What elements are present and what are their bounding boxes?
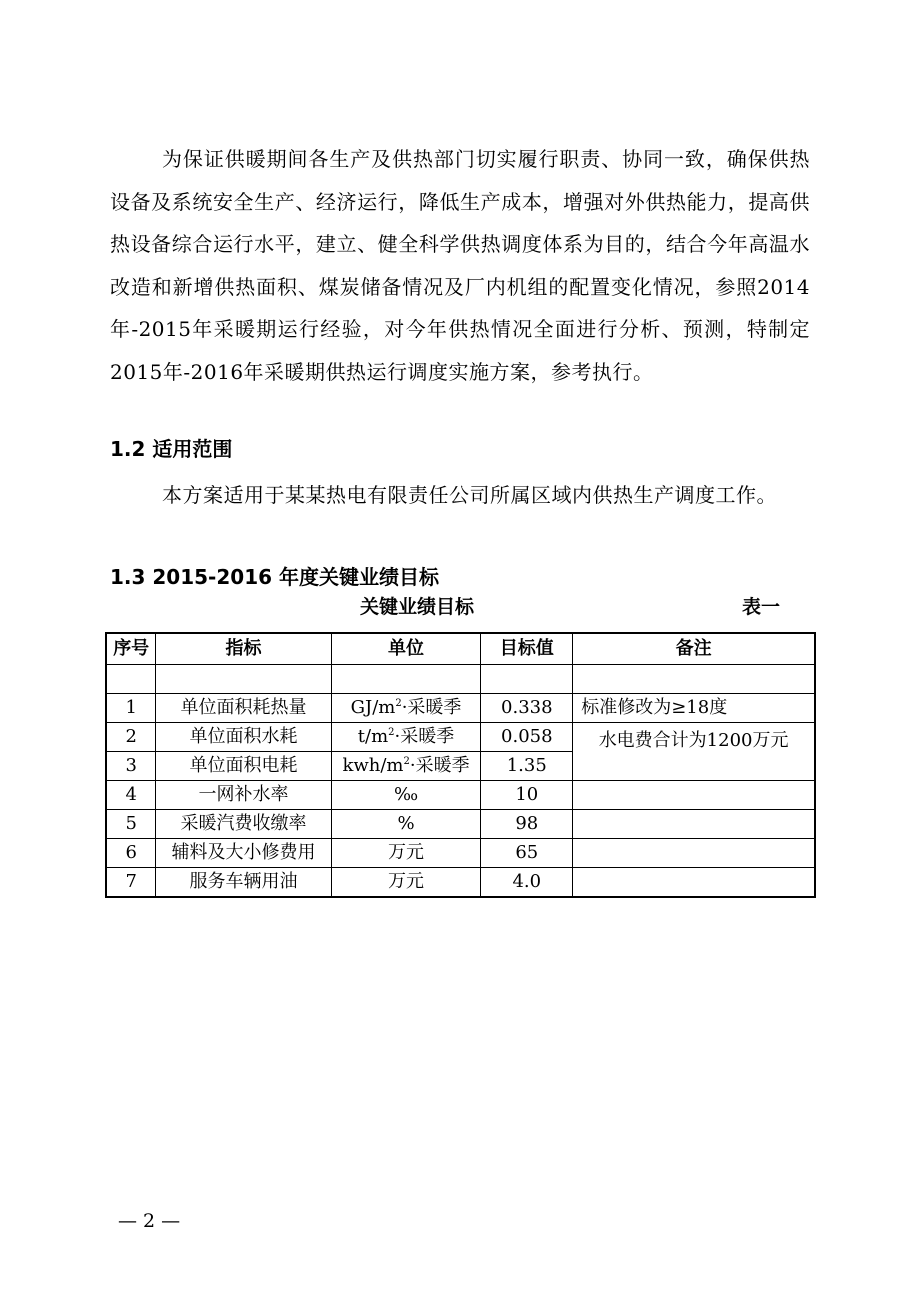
- table-row: [106, 723, 815, 752]
- cell-no: 7: [106, 868, 156, 898]
- cell-indicator: 单位面积耗热量: [156, 694, 331, 723]
- table-row: [106, 839, 815, 868]
- cell-note: [573, 839, 815, 868]
- cell-indicator: 辅料及大小修费用: [156, 839, 331, 868]
- cell-target: 0.338: [481, 694, 573, 723]
- intro-paragraph: 为保证供暖期间各生产及供热部门切实履行职责、协同一致，确保供热设备及系统安全生产、经济运行，降低生产成本，增强对外供热能力，提高供热设备综合运行水平，建立、健全科学供热调度体系为目的，结合今年高温水改造和新增供热面积、煤炭储备情况及厂内机组的配置变化情况，参照2014年-2015年采暖期运行经验，对今年供热情况全面进行分析、预测，特制定2015年-2016年采暖期供热运行调度实施方案，参考执行。: [110, 147, 810, 384]
- table-title: 关键业绩目标: [360, 596, 475, 618]
- cell-note: [573, 810, 815, 839]
- cell-target: 10: [481, 781, 573, 810]
- cell-target: 4.0: [481, 868, 573, 898]
- cell-no: 5: [106, 810, 156, 839]
- cell-no: 3: [106, 752, 156, 781]
- cell-no: 2: [106, 723, 156, 752]
- cell-no: 4: [106, 781, 156, 810]
- table-number: 表一: [742, 596, 781, 618]
- cell-note-merged: 水电费合计为1200万元: [573, 723, 815, 781]
- cell-target: 98: [481, 810, 573, 839]
- header-note: 备注: [573, 633, 815, 665]
- cell-unit: $t/m^2\cdot$采暖季: [331, 723, 481, 752]
- cell-no: 6: [106, 839, 156, 868]
- cell-no: 1: [106, 694, 156, 723]
- table-empty-row: [106, 665, 815, 694]
- cell-target: 0.058: [481, 723, 573, 752]
- table-row: [106, 868, 815, 898]
- cell-indicator: 采暖汽费收缴率: [156, 810, 331, 839]
- scope-paragraph: 本方案适用于某某热电有限责任公司所属区域内供热生产调度工作。: [162, 483, 777, 507]
- cell-note: 标准修改为≥18度: [573, 694, 815, 723]
- cell-unit: 万元: [331, 868, 481, 898]
- cell-target: 65: [481, 839, 573, 868]
- cell-note: [573, 868, 815, 898]
- section-heading-kpi: 1.3 2015-2016 年度关键业绩目标: [110, 565, 439, 589]
- table-row: [106, 694, 815, 723]
- header-target: 目标值: [481, 633, 573, 665]
- cell-indicator: 单位面积电耗: [156, 752, 331, 781]
- table-header-row: [106, 633, 815, 665]
- section-heading-scope: 1.2 适用范围: [110, 437, 233, 461]
- cell-unit: 万元: [331, 839, 481, 868]
- cell-unit: %: [331, 810, 481, 839]
- cell-unit: kwh/$m^2\cdot$采暖季: [331, 752, 481, 781]
- table-row: [106, 781, 815, 810]
- header-unit: 单位: [331, 633, 481, 665]
- header-no: 序号: [106, 633, 156, 665]
- cell-indicator: 服务车辆用油: [156, 868, 331, 898]
- cell-unit: $GJ/m^2\cdot$采暖季: [331, 694, 481, 723]
- cell-unit: ‰: [331, 781, 481, 810]
- header-indicator: 指标: [156, 633, 331, 665]
- cell-indicator: 一网补水率: [156, 781, 331, 810]
- page-number: — 2 —: [118, 1210, 181, 1232]
- cell-indicator: 单位面积水耗: [156, 723, 331, 752]
- cell-note: [573, 781, 815, 810]
- table-row: [106, 810, 815, 839]
- kpi-table: [105, 632, 816, 898]
- cell-target: 1.35: [481, 752, 573, 781]
